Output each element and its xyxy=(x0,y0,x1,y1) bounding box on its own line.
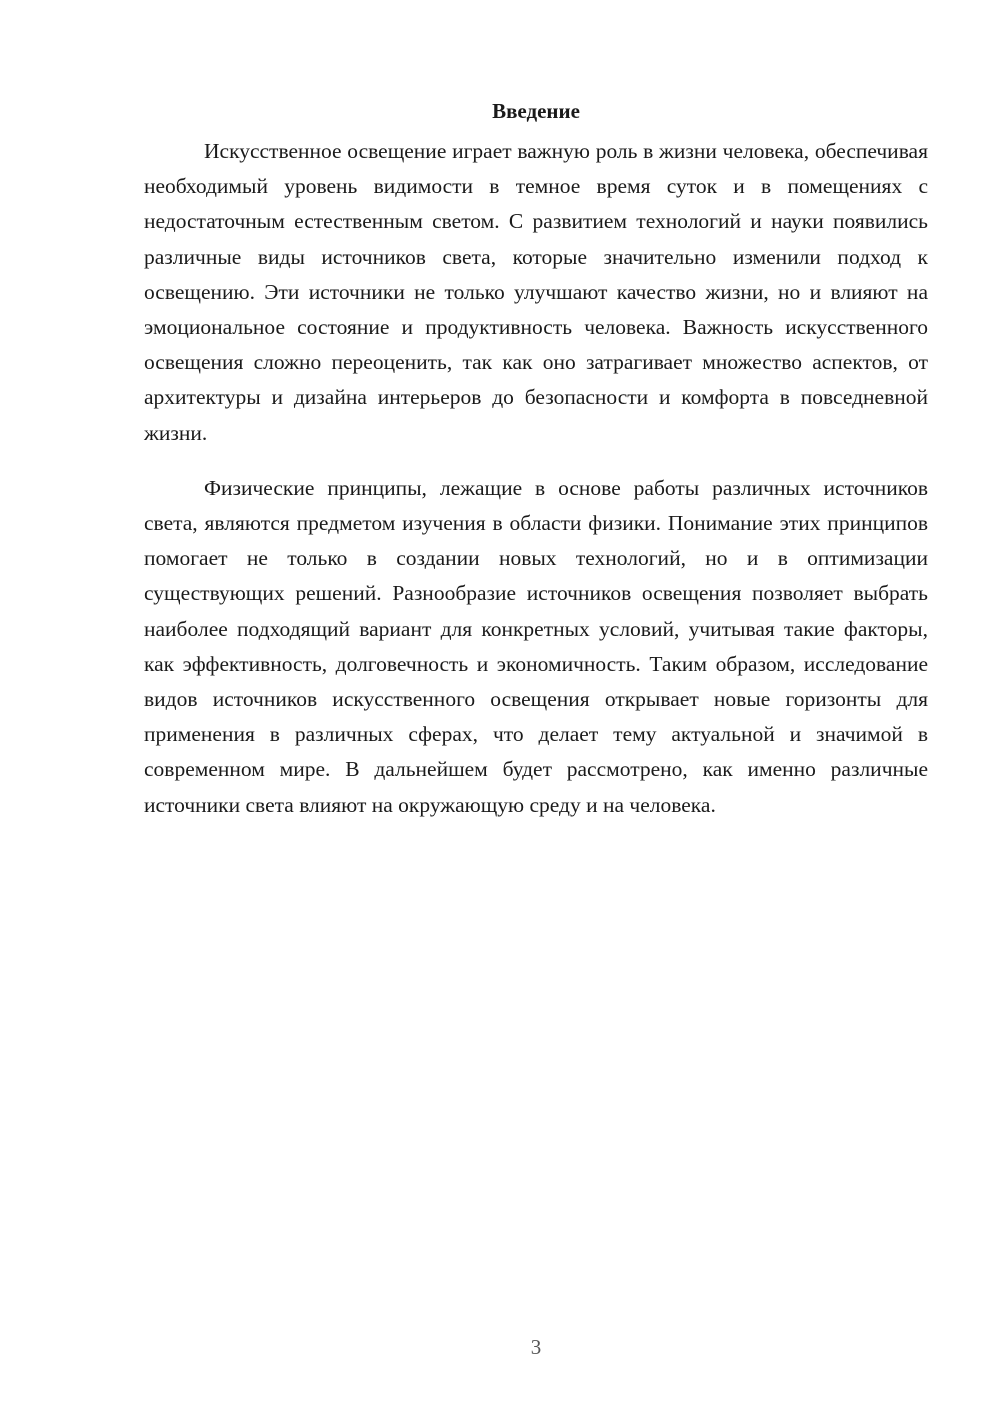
paragraph-1: Искусственное освещение играет важную роль в жизни человека, обеспечивая необходимый уровень видимости в темное время суток и в помещениях с недостаточным естественным светом. С развитием технологий и науки появились различные виды источников света, которые значительно изменили подход к освещению. Эти источники не только улучшают качество жизни, но и влияют на эмоциональное состояние и продуктивность человека. Важность искусственного освещения сложно переоценить, так как оно затрагивает множество аспектов, от архитектуры и дизайна интерьеров до безопасности и комфорта в повседневной жизни. xyxy=(144,139,928,445)
page-number: 3 xyxy=(530,1335,542,1359)
page-content xyxy=(144,96,928,823)
section-heading: Введение xyxy=(492,99,580,123)
paragraph-2: Физические принципы, лежащие в основе работы различных источников света, являются предметом изучения в области физики. Понимание этих принципов помогает не только в создании новых технологий, но и в оптимизации существующих решений. Разнообразие источников освещения позволяет выбрать наиболее подходящий вариант для конкретных условий, учитывая такие факторы, как эффективность, долговечность и экономичность. Таким образом, исследование видов источников искусственного освещения открывает новые горизонты для применения в различных сферах, что делает тему актуальной и значимой в современном мире. В дальнейшем будет рассмотрено, как именно различные источники света влияют на окружающую среду и на человека. xyxy=(144,475,928,817)
